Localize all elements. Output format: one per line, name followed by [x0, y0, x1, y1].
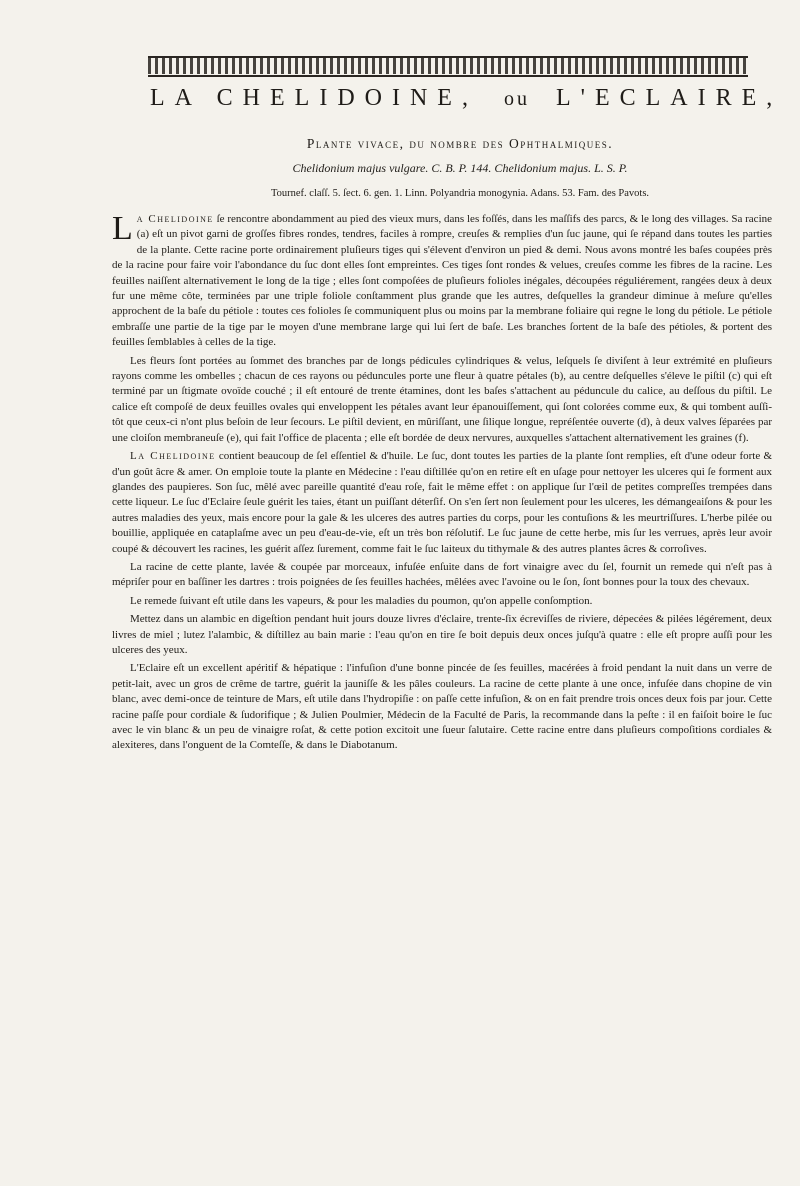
- paragraph: [112, 612, 772, 658]
- botanical-synonym: Chelidonium majus vulgare. C. B. P. 144. Chelidonium majus. L. S. P.: [292, 161, 628, 175]
- paragraph: [112, 354, 772, 446]
- para-text: Mettez dans un alambic en digeſtion pendant huit jours douze livres d'éclaire, trente-ſix écreviſſes de riviere, dépecées & pilées légérement, deux livres de miel ; lutez l'alambic, & diſtillez au bain marie : l'eau qu'on en tire ſe boit depuis deux onces juſqu'à quatre : elle eſt propre auſſi pour les ulceres des yeux.: [112, 613, 772, 656]
- article-body: [112, 212, 772, 757]
- para-text: Les fleurs ſont portées au ſommet des branches par de longs pédicules cylindriques & velus, leſquels ſe diviſent à leur extrémité en pluſieurs rayons comme les ombelles ; chacun de ces rayons ou péduncules porte une fleur à quatre pétales (b), au centre deſquelles s'éleve le piſtil (c) qui eſt terminé par un ſtigmate ovoïde couché ; il eſt entouré de trente étamines, dont les baſes s'attachent au péduncule du calice, au deſſous du piſtil. Le calice eſt compoſé de deux feuilles ovales qui enveloppent les pétales avant leur épanouiſſement, qui ſont colorées comme eux, & qui tombent auſſi-tôt que ceux-ci n'ont plus beſoin de leur ſecours. Le piſtil devient, en mûriſſant, une ſilique longue, repréſentée ouverte (d), à deux valves ſéparées par une cloiſon membraneuſe (e), qui fait l'office de placenta ; elle eſt bordée de deux nervures, auxquelles s'attachent alternativement les graines (f).: [112, 354, 772, 444]
- para-text: ſe rencontre abondamment au pied des vieux murs, dans les foſſés, dans les maſſifs des parcs, & le long des villages. Sa racine (a) eſt un pivot garni de groſſes fibres rondes, tendres, faciles à rompre, creuſes & remplies d'un ſuc jaune, qui ſe répand dans toutes les parties de la plante. Cette racine porte ordinairement pluſieurs tiges qui s'élevent d'environ un pied & demi. Nous avons montré les baſes coupées près de la racine pour faire voir l'abondance du ſuc dont elles ſont empreintes. Ces tiges ſont rondes & velues, creuſes comme les fibres de la racine. Les feuilles naiſſent alternativement le long de la tige ; elles ſont compoſées de pluſieurs folioles inégales, découpées réguliérement, rangées deux à deux fur une même côte, terminées par une triple foliole conſtamment plus grande que les autres, deſquelles la grandeur diminue à meſure qu'elles approchent de la baſe du pétiole : toutes ces folioles ſe communiquent plus ou moins par la membrane foliaire qui regne le long du pétiole. Le pétiole embraſſe une partie de la tige par le moyen d'une membrane large qui lui ſert de baſe. Les branches ſortent de la baſe des pétioles, & portent des feuilles ſemblables à celles de la tige.: [112, 213, 773, 349]
- para-text: La racine de cette plante, lavée & coupée par morceaux, infuſée enſuite dans de fort vinaigre avec du ſel, fournit un remede qui n'eſt pas à mépriſer pour en baſſiner les dartres : trois poignées de ſes feuilles hachées, mêlées avec l'avoine ou le ſon, ſont bonnes pour la toux des chevaux.: [112, 560, 772, 589]
- paragraph: [112, 661, 772, 753]
- title-alternate: L'ECLAIRE,: [555, 85, 783, 111]
- page-subtitle: Plante vivace, du nombre des Ophthalmiques.: [306, 136, 614, 151]
- para-text: L'Eclaire eſt un excellent apéritif & hépatique : l'infuſion d'une bonne pincée de ſes feuilles, macérées à froid pendant la nuit dans un verre de petit-lait, avec un gros de crême de tartre, guérit la jauniſſe & les pâles couleurs. La racine de cette plante à une once, infuſée dans chopine de vin blanc, avec demi-once de teinture de Mars, eſt utile dans l'hydropiſie : on paſſe cette infuſion, & on en fait prendre trois onces deux fois par jour. Cette racine paſſe pour cordiale & ſudorifique ; & Julien Poulmier, Médecin de la Faculté de Paris, la recommande dans la peſte : il en faiſoit boire le ſuc avec le vin blanc & un peu de vinaigre roſat, & cette potion excitoit une ſueur ſalutaire. Cette racine entre dans pluſieurs compoſitions cordiales & alexiteres, dans l'onguent de la Comteſſe, & dans le Diabotanum.: [112, 662, 772, 752]
- paragraph: [112, 212, 772, 351]
- page-bottom-margin: [0, 1130, 800, 1186]
- paragraph: [112, 594, 772, 609]
- title-conjunction: ou: [503, 88, 530, 110]
- paragraph: [112, 560, 772, 591]
- para-text: contient beaucoup de ſel eſſentiel & d'huile. Le ſuc, dont toutes les parties de la plante ſont remplies, eſt d'une odeur forte & d'un goût âcre & amer. On emploie toute la plante en Médecine : l'eau diſtillée qu'on en retire eſt en uſage pour nettoyer les ulceres qui ſe forment aux glandes des paupieres. Son ſuc, mêlé avec pareille quantité d'eau roſe, fait le même effet : on applique ſur l'œil de petites compreſſes trempées dans cette liqueur. Le ſuc d'Eclaire ſeule guérit les taies, étant un puiſſant déterſif. On s'en ſert non ſeulement pour les ulceres, les démangeaiſons & pour les autres maladies des yeux, mais encore pour la gale & les ulceres des autres parties du corps, pour les contuſions & les meurtriſſures. L'herbe pilée ou bouillie, appliquée en cataplaſme avec un peu d'eau-de-vie, eſt un très bon réſolutif. Le ſuc jaune de cette herbe, mis ſur les verrues, après leur avoir coupé & découvert les racines, les guérit aſſez ſurement, comme fait le ſuc laiteux du tithymale & des autres plantes âcres & corroſives.: [112, 450, 772, 555]
- paragraph: [112, 449, 772, 557]
- para-text: Le remede ſuivant eſt utile dans les vapeurs, & pour les maladies du poumon, qu'on appelle conſomption.: [130, 594, 593, 607]
- drop-cap: L: [112, 210, 133, 247]
- title-main: LA CHELIDOINE,: [150, 85, 478, 111]
- decorative-border-ornament: [148, 58, 748, 74]
- ornament-bottom-rule: [148, 75, 748, 77]
- lead-small-caps: a Chelidoine: [136, 213, 214, 225]
- page-title: [150, 85, 783, 112]
- classification-reference: Tournef. claſſ. 5. ſect. 6. gen. 1. Linn. Polyandria monogynia. Adans. 53. Fam. des Pavots.: [270, 188, 650, 199]
- lead-small-caps: La Chelidoine: [130, 450, 216, 463]
